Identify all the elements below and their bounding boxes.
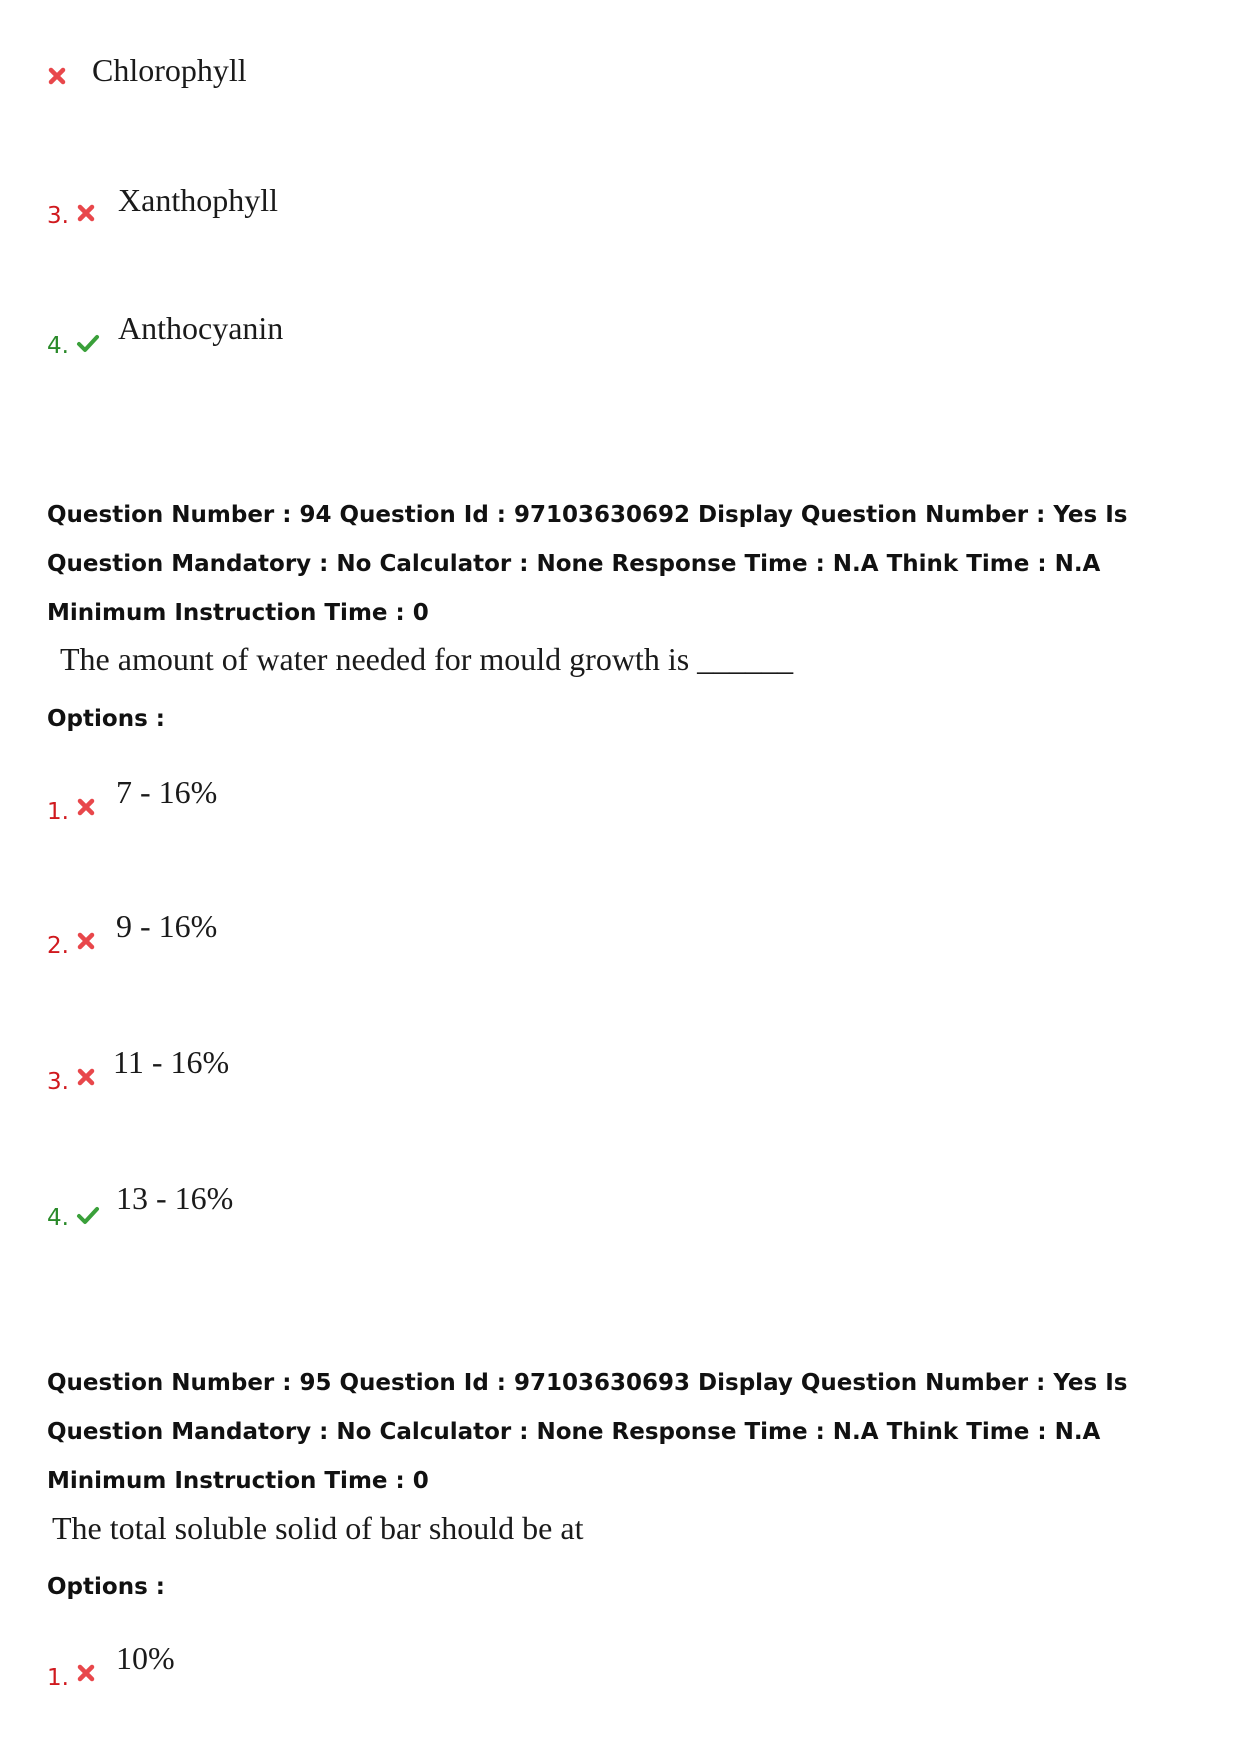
question-meta: Question Number : 95 Question Id : 97103630693 Display Question Number : Yes Is Question Mandatory : No Calculator : None Response Time : N.A Think Time : N.A Minimum Instruction Time : 0 (47, 1370, 1128, 1494)
option-text: Anthocyanin (118, 310, 284, 346)
option-number: 3. (47, 203, 69, 229)
option-text: 9 - 16% (116, 908, 218, 944)
cross-icon (77, 932, 99, 954)
question-meta: Question Number : 94 Question Id : 97103630692 Display Question Number : Yes Is Question Mandatory : No Calculator : None Response Time : N.A Think Time : N.A Minimum Instruction Time : 0 (47, 502, 1128, 626)
question-text: The amount of water needed for mould growth is ______ (60, 641, 794, 677)
option-number: 4. (47, 333, 69, 359)
option-text: 13 - 16% (116, 1180, 234, 1216)
option-number: 4. (47, 1205, 69, 1231)
check-icon (76, 1206, 98, 1228)
option-number: 1. (47, 1665, 69, 1691)
question-text: The total soluble solid of bar should be at (52, 1510, 584, 1546)
options-label: Options : (47, 1574, 165, 1600)
option-number: 2. (47, 933, 69, 959)
check-icon (76, 334, 98, 356)
cross-icon (77, 204, 99, 226)
option-text: 10% (116, 1640, 175, 1676)
cross-icon (48, 67, 70, 89)
option-text: 11 - 16% (113, 1044, 230, 1080)
cross-icon (77, 798, 99, 820)
option-text: Chlorophyll (92, 52, 247, 88)
option-text: 7 - 16% (116, 774, 218, 810)
option-number: 1. (47, 799, 69, 825)
option-text: Xanthophyll (118, 182, 278, 218)
options-label: Options : (47, 706, 165, 732)
cross-icon (77, 1068, 99, 1090)
option-number: 3. (47, 1069, 69, 1095)
cross-icon (77, 1664, 99, 1686)
